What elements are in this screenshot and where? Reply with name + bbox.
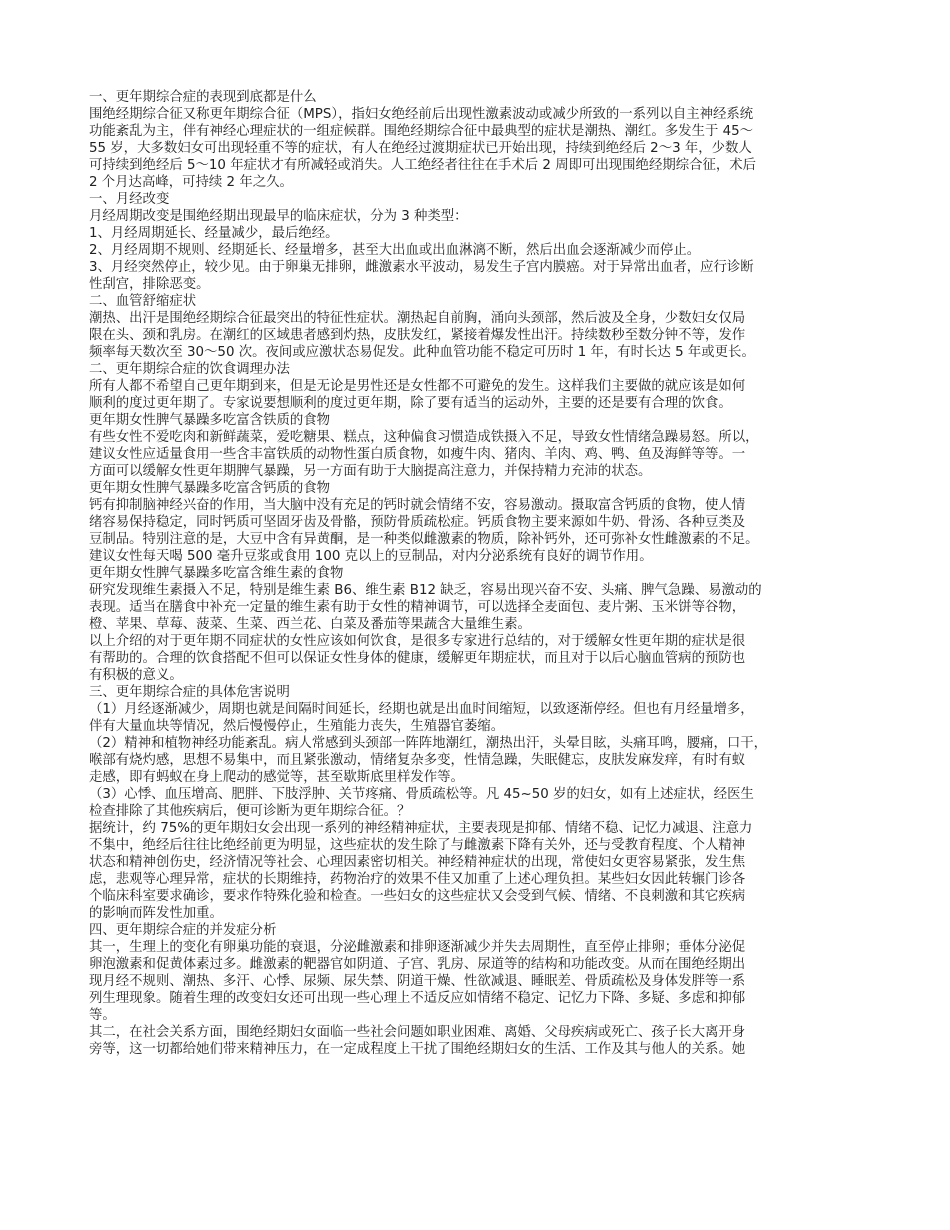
text-line: 更年期女性脾气暴躁多吃富含铁质的食物 — [89, 413, 331, 428]
text-line: 个临床科室要求确诊，要求作特殊化验和检查。一些妇女的这些症状又会受到气候、情绪、不良刺激和其它疾病 — [89, 889, 746, 904]
text-line: 1、月经周期延长、经量减少，最后绝经。 — [89, 226, 339, 241]
text-line: 其一，生理上的变化有卵巢功能的衰退，分泌雌激素和排卵逐渐减少并失去周期性，直至停止排卵；垂体分泌促 — [89, 940, 746, 955]
text-line: 一、更年期综合症的表现到底都是什么 — [89, 90, 317, 105]
text-line: 方面可以缓解女性更年期脾气暴躁，另一方面有助于大脑提高注意力，并保持精力充沛的状态。 — [89, 464, 652, 479]
text-line: 伴有大量血块等情况，然后慢慢停止，生殖能力丧失，生殖器官萎缩。 — [89, 719, 505, 734]
text-line: （2）精神和植物神经功能紊乱。病人常感到头颈部一阵阵地潮红，潮热出汗，头晕目眩，头痛耳鸣，腰痛，口干， — [89, 736, 768, 751]
text-line: 有积极的意义。 — [89, 668, 183, 683]
text-line: （3）心悸、血压增高、肥胖、下肢浮肿、关节疼痛、骨质疏松等。凡 45~50 岁的妇女，如有上述症状，经医生 — [89, 787, 754, 802]
text-line: 的影响而阵发性加重。 — [89, 906, 223, 921]
text-line: 喉部有烧灼感，思想不易集中，而且紧张激动，情绪复杂多变，性情急躁，失眠健忘，皮肤发麻发痒，有时有蚁 — [89, 753, 746, 768]
text-line: 有帮助的。合理的饮食搭配不但可以保证女性身体的健康，缓解更年期症状，而且对于以后心脑血管病的预防也 — [89, 651, 746, 666]
text-line: 绪容易保持稳定，同时钙质可坚固牙齿及骨骼，预防骨质疏松症。钙质食物主要来源如牛奶、骨汤、各种豆类及 — [89, 515, 746, 530]
text-line: 3、月经突然停止，较少见。由于卵巢无排卵，雌激素水平波动，易发生子宫内膜癌。对于异常出血者，应行诊断 — [89, 260, 754, 275]
text-line: 一、月经改变 — [89, 192, 170, 207]
text-line: 状态和精神创伤史，经济情况等社会、心理因素密切相关。神经精神症状的出现，常使妇女更容易紧张，发生焦 — [89, 855, 746, 870]
text-line: 不集中，绝经后往往比绝经前更为明显，这些症状的发生除了与雌激素下降有关外，还与受教育程度、个人精神 — [89, 838, 746, 853]
text-line: 橙、苹果、草莓、菠菜、生菜、西兰花、白菜及番茄等果蔬含大量维生素。 — [89, 617, 531, 632]
text-line: 列生理现象。随着生理的改变妇女还可出现一些心理上不适反应如情绪不稳定、记忆力下降、多疑、多虑和抑郁 — [89, 991, 746, 1006]
text-line: 限在头、颈和乳房。在潮红的区域患者感到灼热，皮肤发红，紧接着爆发性出汗。持续数秒至数分钟不等，发作 — [89, 328, 746, 343]
text-line: 四、更年期综合症的并发症分析 — [89, 923, 277, 938]
text-line: 据统计，约 75%的更年期妇女会出现一系列的神经精神症状，主要表现是抑郁、情绪不稳、记忆力减退、注意力 — [89, 821, 753, 836]
text-line: 二、更年期综合症的饮食调理办法 — [89, 362, 290, 377]
text-line: （1）月经逐渐减少，周期也就是间隔时间延长，经期也就是出血时间缩短，以致逐渐停经。但也有月经量增多， — [89, 702, 754, 717]
text-line: 55 岁，大多数妇女可出现轻重不等的症状，有人在绝经过渡期症状已开始出现，持续到绝经后 2～3 年，少数人 — [89, 141, 752, 156]
text-line: 围绝经期综合征又称更年期综合征（MPS），指妇女绝经前后出现性激素波动或减少所致的一系列以自主神经系统 — [89, 107, 754, 122]
text-line: 检查排除了其他疾病后，便可诊断为更年期综合征。？ — [89, 804, 411, 819]
text-line: 频率每天数次至 30～50 次。夜间或应激状态易促发。此种血管功能不稳定可历时 1 年，有时长达 5 年或更长。 — [89, 345, 755, 360]
text-line: 可持续到绝经后 5～10 年症状才有所减轻或消失。人工绝经者往往在手术后 2 周即可出现围绝经期综合征，术后 — [89, 158, 757, 173]
text-line: 豆制品。特别注意的是，大豆中含有异黄酮，是一种类似雌激素的物质，除补钙外，还可弥补女性雌激素的不足。 — [89, 532, 759, 547]
text-line: 二、血管舒缩症状 — [89, 294, 197, 309]
text-line: 旁等，这一切都给她们带来精神压力，在一定成程度上干扰了围绝经期妇女的生活、工作及其与他人的关系。她 — [89, 1042, 746, 1057]
text-line: 所有人都不希望自己更年期到来，但是无论是男性还是女性都不可避免的发生。这样我们主要做的就应该是如何 — [89, 379, 746, 394]
document-page — [89, 89, 861, 1058]
text-line: 虑，悲观等心理异常，症状的长期维持，药物治疗的效果不佳又加重了上述心理负担。某些妇女因此转辗门诊各 — [89, 872, 746, 887]
text-line: 卵泡激素和促黄体素过多。雌激素的靶器官如阴道、子宫、乳房、尿道等的结构和功能改变。从而在围绝经期出 — [89, 957, 746, 972]
text-line: 等。 — [89, 1008, 116, 1023]
text-line: 以上介绍的对于更年期不同症状的女性应该如何饮食，是很多专家进行总结的，对于缓解女性更年期的症状是很 — [89, 634, 746, 649]
text-line: 月经周期改变是围绝经期出现最早的临床症状，分为 3 种类型： — [89, 209, 468, 224]
text-line: 钙有抑制脑神经兴奋的作用，当大脑中没有充足的钙时就会情绪不安，容易激动。摄取富含钙质的食物，使人情 — [89, 498, 746, 513]
text-line: 2 个月达高峰，可持续 2 年之久。 — [89, 175, 293, 190]
text-line: 现月经不规则、潮热、多汗、心悸、尿频、尿失禁、阴道干燥、性欲减退、睡眠差、骨质疏松及身体发胖等一系 — [89, 974, 746, 989]
text-line: 性刮宫，排除恶变。 — [89, 277, 210, 292]
text-line: 建议女性应适量食用一些含丰富铁质的动物性蛋白质食物，如瘦牛肉、猪肉、羊肉、鸡、鸭、鱼及海鲜等等。一 — [89, 447, 746, 462]
text-line: 三、更年期综合症的具体危害说明 — [89, 685, 290, 700]
text-line: 顺利的度过更年期了。专家说要想顺利的度过更年期，除了要有适当的运动外，主要的还是要有合理的饮食。 — [89, 396, 732, 411]
text-line: 其二，在社会关系方面，围绝经期妇女面临一些社会问题如职业困难、离婚、父母疾病或死亡、孩子长大离开身 — [89, 1025, 746, 1040]
text-line: 更年期女性脾气暴躁多吃富含钙质的食物 — [89, 481, 331, 496]
text-line: 有些女性不爱吃肉和新鲜蔬菜，爱吃糖果、糕点，这种偏食习惯造成铁摄入不足，导致女性情绪急躁易怒。所以， — [89, 430, 759, 445]
text-line: 功能紊乱为主，伴有神经心理症状的一组症候群。围绝经期综合征中最典型的症状是潮热、潮红。多发生于 45～ — [89, 124, 754, 139]
text-line: 潮热、出汗是围绝经期综合征最突出的特征性症状。潮热起自前胸，涌向头颈部，然后波及全身，少数妇女仅局 — [89, 311, 746, 326]
text-line: 走感，即有蚂蚁在身上爬动的感觉等，甚至歇斯底里样发作等。 — [89, 770, 464, 785]
text-line: 2、月经周期不规则、经期延长、经量增多，甚至大出血或出血淋漓不断，然后出血会逐渐减少而停止。 — [89, 243, 701, 258]
text-line: 研究发现维生素摄入不足，特别是维生素 B6、维生素 B12 缺乏，容易出现兴奋不安、头痛、脾气急躁、易激动的 — [89, 583, 762, 598]
text-line: 表现。适当在膳食中补充一定量的维生素有助于女性的精神调节，可以选择全麦面包、麦片粥、玉米饼等谷物， — [89, 600, 746, 615]
text-line: 更年期女性脾气暴躁多吃富含维生素的食物 — [89, 566, 344, 581]
text-line: 建议女性每天喝 500 毫升豆浆或食用 100 克以上的豆制品，对内分泌系统有良好的调节作用。 — [89, 549, 653, 564]
